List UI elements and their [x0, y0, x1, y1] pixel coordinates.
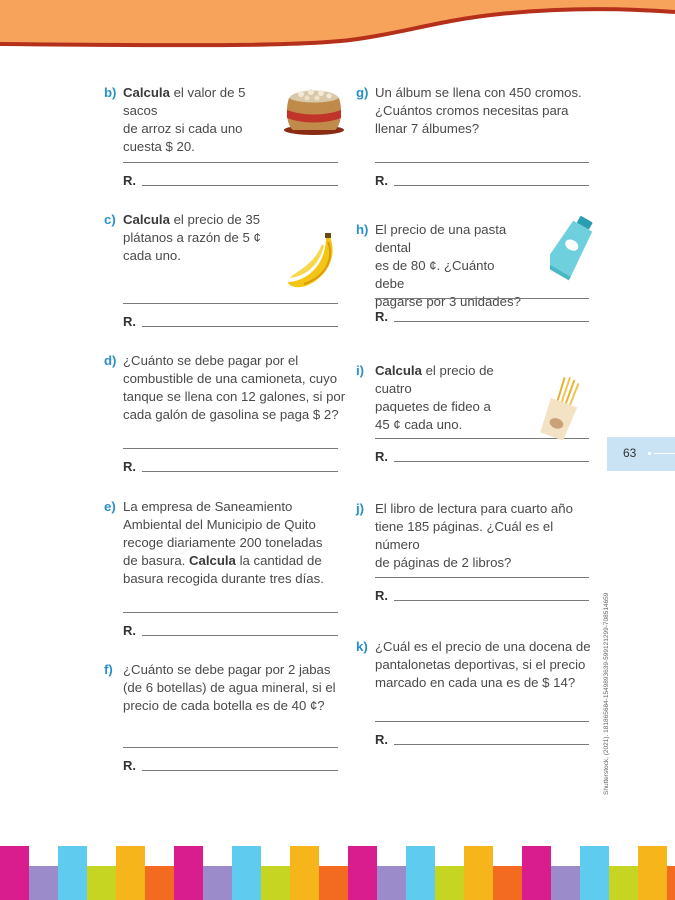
answer-line[interactable] [142, 326, 338, 327]
text-segment: pantalonetas deportivas, si el precio [375, 657, 586, 672]
text-segment: de arroz si cada uno [123, 121, 243, 136]
color-stripe [261, 866, 290, 900]
text-segment: de páginas de 2 libros? [375, 555, 512, 570]
color-stripe [551, 866, 580, 900]
problem-letter: h) [356, 222, 369, 237]
color-stripe [406, 846, 435, 900]
problem-line [375, 554, 596, 572]
color-stripe [116, 846, 145, 900]
noodles-package-illustration [536, 376, 586, 440]
text-segment: La empresa de Saneamiento [123, 499, 293, 514]
problem-line [123, 229, 261, 247]
text-segment: ¿Cuál es el precio de una docena de [375, 639, 591, 654]
problem-line [375, 674, 591, 692]
text-segment: cada galón de gasolina se paga $ 2? [123, 407, 339, 422]
problem-text [123, 661, 336, 715]
keyword: Calcula [123, 85, 170, 100]
color-stripe [203, 866, 232, 900]
problem-line [375, 416, 526, 434]
color-stripe [348, 846, 377, 900]
answer-label: R. [123, 173, 136, 188]
work-line[interactable] [375, 162, 589, 163]
work-line[interactable] [375, 298, 589, 299]
problem-line [123, 84, 279, 120]
problem-line [123, 661, 336, 679]
text-segment: (de 6 botellas) de agua mineral, si el [123, 680, 336, 695]
banana-illustration [284, 232, 340, 290]
problem-line [123, 370, 345, 388]
problem-line [123, 211, 261, 229]
text-segment: es de 80 ¢. ¿Cuánto debe [375, 258, 495, 291]
problem-letter: b) [104, 85, 117, 100]
problem-line [123, 388, 345, 406]
problem-line [123, 552, 324, 570]
answer-label: R. [375, 588, 388, 603]
answer-line[interactable] [394, 744, 589, 745]
color-stripe [319, 866, 348, 900]
answer-label: R. [123, 314, 136, 329]
answer-label: R. [123, 758, 136, 773]
problem-line [123, 679, 336, 697]
answer-label: R. [375, 449, 388, 464]
answer-label: R. [123, 459, 136, 474]
text-segment: plátanos a razón de 5 ¢ [123, 230, 261, 245]
rice-sack-illustration [281, 80, 347, 136]
color-stripe [667, 866, 675, 900]
text-segment: recoge diariamente 200 toneladas [123, 535, 323, 550]
answer-line[interactable] [394, 321, 589, 322]
color-stripe [145, 866, 174, 900]
problem-line [375, 102, 582, 120]
text-segment: ¿Cuánto se debe pagar por el [123, 353, 299, 368]
work-line[interactable] [375, 577, 589, 578]
answer-line[interactable] [142, 185, 338, 186]
problem-line [375, 120, 582, 138]
text-segment: El libro de lectura para cuarto año [375, 501, 573, 516]
problem-line [375, 518, 596, 554]
color-stripe [29, 866, 58, 900]
text-segment: 45 ¢ cada uno. [375, 417, 463, 432]
problem-letter: d) [104, 353, 117, 368]
color-stripe [174, 846, 203, 900]
answer-label: R. [375, 309, 388, 324]
text-segment: cada uno. [123, 248, 181, 263]
page-tab-line [654, 453, 675, 454]
text-segment: el precio de cuatro [375, 363, 494, 396]
problem-line [123, 120, 279, 138]
problem-text [375, 500, 596, 572]
text-segment: paquetes de fideo a [375, 399, 491, 414]
work-line[interactable] [123, 612, 338, 613]
problem-text [123, 352, 345, 424]
text-segment: tiene 185 páginas. ¿Cuál es el número [375, 519, 554, 552]
work-line[interactable] [375, 721, 589, 722]
answer-line[interactable] [394, 461, 589, 462]
text-segment: marcado en cada una es de $ 14? [375, 675, 576, 690]
problem-letter: j) [356, 501, 365, 516]
problem-letter: f) [104, 662, 113, 677]
color-stripe [609, 866, 638, 900]
problem-line [123, 406, 345, 424]
problem-line [123, 247, 261, 265]
answer-label: R. [375, 732, 388, 747]
problem-line [123, 498, 324, 516]
problem-text [375, 84, 582, 138]
text-segment: basura recogida durante tres días. [123, 571, 324, 586]
text-segment: la cantidad de [235, 553, 322, 568]
text-segment: precio de cada botella es de 40 ¢? [123, 698, 325, 713]
color-stripe [58, 846, 87, 900]
problem-text [123, 211, 261, 265]
text-segment: Un álbum se llena con 450 cromos. [375, 85, 582, 100]
answer-line[interactable] [394, 600, 589, 601]
problem-line [123, 697, 336, 715]
problem-line [123, 352, 345, 370]
text-segment: ¿Cuánto se debe pagar por 2 jabas [123, 662, 331, 677]
work-line[interactable] [123, 303, 338, 304]
answer-line[interactable] [394, 185, 589, 186]
problem-line [375, 221, 526, 257]
color-stripe [435, 866, 464, 900]
problem-line [375, 398, 526, 416]
problem-line [375, 500, 596, 518]
text-segment: el valor de 5 sacos [123, 85, 246, 118]
color-stripe [638, 846, 667, 900]
color-stripe [580, 846, 609, 900]
color-stripe [464, 846, 493, 900]
problem-text [123, 84, 279, 156]
problem-text [375, 638, 591, 692]
color-stripe [377, 866, 406, 900]
answer-line[interactable] [142, 635, 338, 636]
color-stripe [87, 866, 116, 900]
work-line[interactable] [123, 448, 338, 449]
color-stripe [0, 846, 29, 900]
problem-line [375, 293, 526, 311]
color-stripe [232, 846, 261, 900]
toothpaste-illustration [550, 212, 596, 282]
problem-line [123, 570, 324, 588]
problem-letter: k) [356, 639, 368, 654]
keyword: Calcula [188, 553, 236, 568]
problem-line [375, 362, 526, 398]
page-number-tab [607, 437, 675, 471]
problem-letter: i) [356, 363, 365, 378]
color-stripe [290, 846, 319, 900]
answer-label: R. [375, 173, 388, 188]
text-segment: tanque se llena con 12 galones, si por [123, 389, 346, 404]
text-segment: cuesta $ 20. [123, 139, 195, 154]
answer-label: R. [123, 623, 136, 638]
problem-letter: e) [104, 499, 116, 514]
problem-letter: c) [104, 212, 116, 227]
text-segment: llenar 7 álbumes? [375, 121, 480, 136]
color-stripe [522, 846, 551, 900]
problem-text [123, 498, 324, 588]
answer-line[interactable] [142, 471, 338, 472]
problem-line [123, 516, 324, 534]
page-tab-dot [648, 452, 651, 455]
color-stripe [493, 866, 522, 900]
problem-text [375, 362, 526, 434]
page-number: 63 [623, 446, 637, 460]
text-segment: El precio de una pasta dental [375, 222, 507, 255]
problem-line [375, 257, 526, 293]
answer-line[interactable] [142, 770, 338, 771]
work-line[interactable] [123, 162, 338, 163]
text-segment: Ambiental del Municipio de Quito [123, 517, 316, 532]
bottom-color-stripes [0, 846, 675, 900]
work-line[interactable] [123, 747, 338, 748]
keyword: Calcula [123, 212, 170, 227]
text-segment: combustible de una camioneta, cuyo [123, 371, 338, 386]
text-segment: ¿Cuántos cromos necesitas para [375, 103, 569, 118]
text-segment: de basura. [123, 553, 189, 568]
problem-line [123, 138, 279, 156]
image-credit: Shutterstock, (2021). 181865684-1549893639-599121299-708514659 [603, 592, 610, 795]
problem-letter: g) [356, 85, 369, 100]
keyword: Calcula [375, 363, 422, 378]
problem-line [123, 534, 324, 552]
problem-line [375, 638, 591, 656]
text-segment: pagarse por 3 unidades? [375, 294, 521, 309]
text-segment: el precio de 35 [169, 212, 261, 227]
problem-line [375, 84, 582, 102]
problem-line [375, 656, 591, 674]
top-header-band [0, 0, 675, 60]
